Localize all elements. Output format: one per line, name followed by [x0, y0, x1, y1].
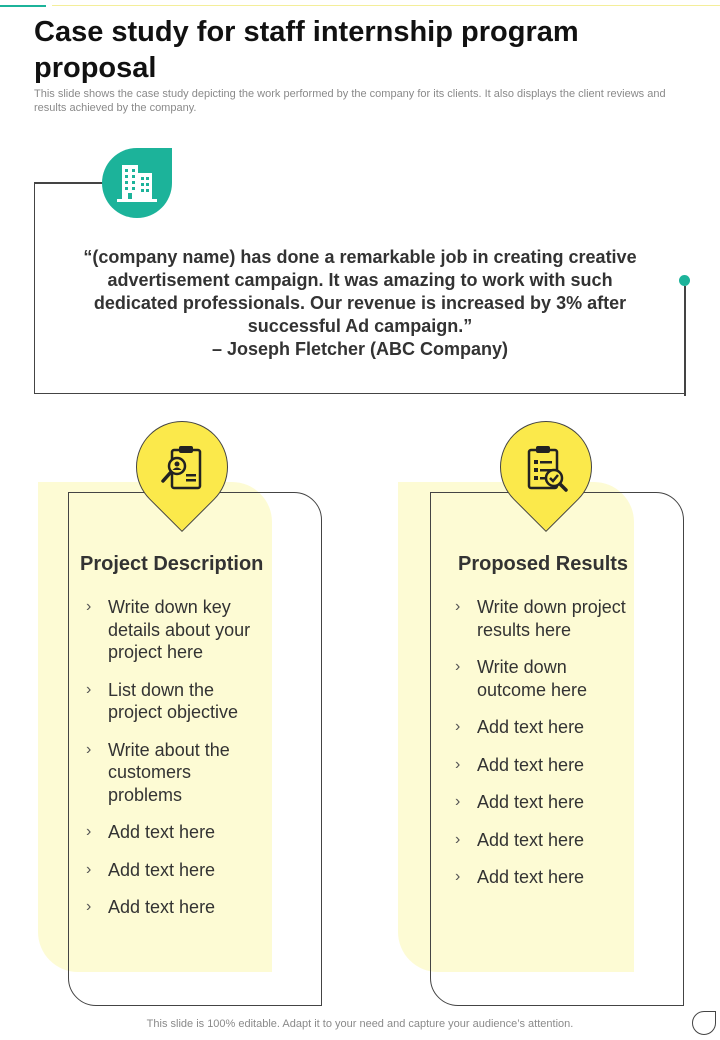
testimonial-frame-right [684, 286, 686, 396]
page-subtitle: This slide shows the case study depicting the work performed by the company for its clients. It also displays the client reviews and results achieved by the company. [34, 88, 666, 114]
clipboard-search-icon [160, 444, 206, 492]
list-item [82, 821, 268, 844]
testimonial-frame-top [34, 182, 104, 184]
chevron-right-icon: › [86, 740, 92, 758]
list-item [451, 791, 627, 814]
list-item-text: Add text here [108, 822, 216, 842]
page-title: Case study for staff internship program proposal [34, 16, 579, 84]
top-accent-line [0, 5, 720, 7]
top-accent-teal [0, 5, 46, 7]
testimonial-author: – Joseph Fletcher (ABC Company) [211, 339, 509, 359]
chevron-right-icon: › [86, 598, 92, 615]
chevron-right-icon: › [86, 680, 92, 698]
list-item [82, 859, 268, 882]
chevron-right-icon: › [86, 860, 92, 878]
list-item-text: Add text here [108, 897, 216, 917]
project-description-title: Project Description [80, 553, 264, 575]
list-item [82, 896, 268, 919]
footer-note: This slide is 100% editable. Adapt it to your need and capture your audience’s attention. [146, 1018, 574, 1030]
list-item [451, 829, 627, 852]
testimonial-line: dedicated professionals. Our revenue is increased by 3% after [93, 293, 627, 313]
list-item-text: Write about the customers problems [108, 739, 230, 805]
testimonial-line: “(company name) has done a remarkable job in creating creative [83, 247, 637, 267]
list-item [451, 596, 627, 641]
list-item-text: Add text here [477, 867, 585, 887]
list-item [451, 754, 627, 777]
chevron-right-icon: › [455, 755, 461, 773]
list-item-text: List down the project objective [108, 679, 239, 722]
list-item-text: Add text here [477, 717, 585, 737]
checklist-icon [524, 444, 570, 492]
testimonial-quote [50, 246, 670, 361]
chevron-right-icon: › [86, 898, 92, 915]
list-item [451, 656, 627, 701]
list-item-text: Write down key details about your project here [108, 597, 251, 662]
list-item-text: Add text here [477, 829, 585, 850]
top-accent-yellow [52, 5, 720, 6]
chevron-right-icon: › [455, 830, 461, 848]
corner-leaf-icon [692, 1011, 716, 1035]
chevron-right-icon: › [455, 868, 461, 885]
testimonial-line: advertisement campaign. It was amazing to work with such [107, 270, 613, 290]
list-item [82, 596, 268, 664]
list-item-text: Add text here [108, 859, 216, 880]
list-item-text: Add text here [477, 754, 585, 775]
building-icon [114, 161, 160, 205]
chevron-right-icon: › [86, 823, 92, 840]
chevron-right-icon: › [455, 793, 461, 810]
proposed-results-title: Proposed Results [458, 553, 629, 575]
list-item [451, 716, 627, 739]
chevron-right-icon: › [455, 598, 461, 615]
list-item [82, 739, 268, 807]
testimonial-badge [102, 148, 172, 218]
proposed-results-list [451, 596, 627, 904]
list-item [451, 866, 627, 889]
chevron-right-icon: › [455, 658, 461, 675]
list-item-text: Write down outcome here [477, 657, 588, 700]
list-item-text: Add text here [477, 792, 585, 812]
testimonial-line: successful Ad campaign.” [247, 316, 473, 336]
project-description-list [82, 596, 268, 934]
list-item [82, 679, 268, 724]
teal-dot [679, 275, 690, 286]
list-item-text: Write down project results here [477, 597, 626, 640]
chevron-right-icon: › [455, 718, 461, 735]
